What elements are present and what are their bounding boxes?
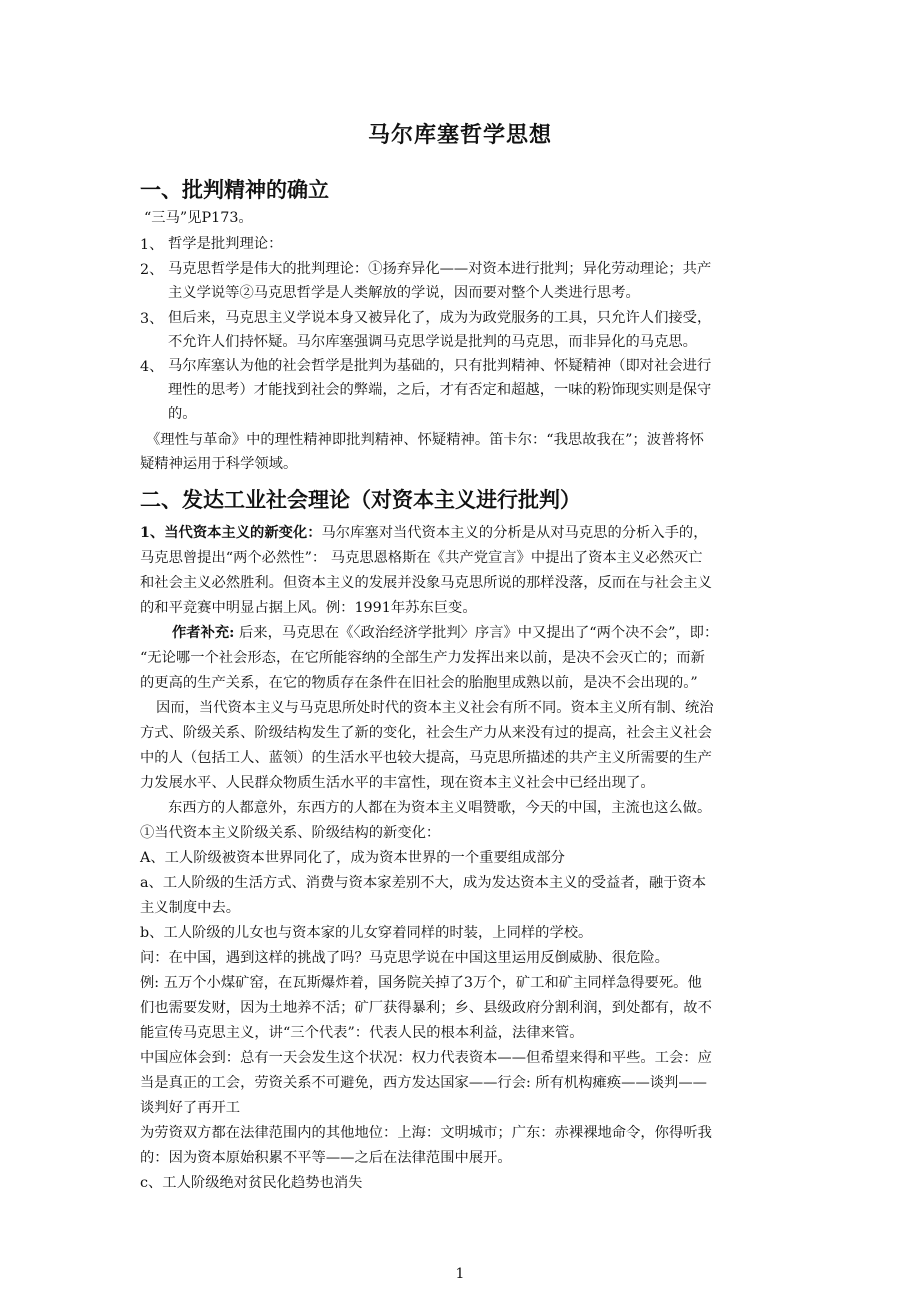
paragraph-line: 中国应体会到：总有一天会发生这个状况：权力代表资本——但希望来得和平些。工会：应: [140, 1050, 712, 1066]
list-item-text: 但后来，马克思主义学说本身又被异化了，成为为政党服务的工具，只允许人们接受，: [168, 310, 712, 326]
paragraph-line: 力发展水平、人民群众物质生活水平的丰富性，现在资本主义社会中已经出现了。: [140, 775, 655, 791]
paragraph-line: 问：在中国，遇到这样的挑战了吗？马克思学说在中国这里运用反倒威胁、很危险。: [140, 950, 669, 966]
section-heading-1: 一、批判精神的确立: [140, 178, 329, 202]
paragraph-line: 为劳资双方都在法律范围内的其他地位：上海：文明城市；广东：赤裸裸地命令，你得听我: [140, 1125, 712, 1141]
paragraph-line: 的和平竞赛中明显占据上风。例：1991年苏东巨变。: [140, 600, 477, 616]
paragraph-line: 们也需要发财，因为土地养不活；矿厂获得暴利；乡、县级政府分割利润，到处都有，故不: [140, 1000, 712, 1016]
page-number: 1: [455, 1266, 465, 1282]
list-item-text: 哲学是批判理论：: [168, 236, 283, 252]
paragraph-line: 因而，当代资本主义与马克思所处时代的资本主义社会有所不同。资本主义所有制、统治: [156, 700, 714, 716]
list-number: 4、: [140, 359, 164, 375]
bold-lead: 1、当代资本主义的新变化：: [140, 525, 322, 541]
list-item-text: 主义学说等②马克思哲学是人类解放的学说，因而要对整个人类进行思考。: [168, 285, 640, 301]
paragraph-line: 和社会主义必然胜利。但资本主义的发展并没象马克思所说的那样没落，反而在与社会主义: [140, 575, 712, 591]
paragraph-line: b、工人阶级的儿女也与资本家的儿女穿着同样的时装，上同样的学校。: [140, 925, 593, 941]
list-item-text: 不允许人们持怀疑。马尔库塞强调马克思学说是批判的马克思，而非异化的马克思。: [168, 334, 697, 350]
paragraph-line: a、工人阶级的生活方式、消费与资本家差别不大，成为发达资本主义的受益者，融于资本: [140, 875, 707, 891]
paragraph-line: 疑精神运用于科学领域。: [140, 456, 298, 472]
paragraph-line: 的：因为资本原始积累不平等——之后在法律范围中展开。: [140, 1150, 512, 1166]
list-item-text: 的。: [168, 406, 197, 422]
paragraph-line: 谈判好了再开工: [140, 1100, 241, 1116]
paragraph-line: c、工人阶级绝对贫民化趋势也消失: [140, 1175, 363, 1191]
page-title: 马尔库塞哲学思想: [367, 123, 552, 148]
paragraph-line: 中的人（包括工人、蓝领）的生活水平也较大提高，马克思所描述的共产主义所需要的生产: [140, 750, 712, 766]
paragraph-line: A、工人阶级被资本世界同化了，成为资本世界的一个重要组成部分: [140, 850, 565, 866]
paragraph-line: [172, 623, 718, 643]
paragraph-text: 马尔库塞对当代资本主义的分析是从对马克思的分析入手的，: [321, 525, 708, 541]
paragraph-line: 当是真正的工会，劳资关系不可避免，西方发达国家——行会: 所有机构瘫痪——谈判——: [140, 1075, 707, 1091]
paragraph-line: 例: 五万个小煤矿窑，在瓦斯爆炸着，国务院关掉了3万个，矿工和矿主同样急得要死。他: [140, 975, 702, 991]
section-heading-2: 二、发达工业社会理论（对资本主义进行批判）: [140, 488, 581, 512]
paragraph-text: 后来，马克思在《〈政治经济学批判〉序言》中又提出了“两个决不会”，即：: [234, 625, 719, 641]
list-item-text: 马克思哲学是伟大的批判理论：①扬弃异化——对资本进行批判；异化劳动理论；共产: [168, 261, 712, 277]
list-number: 1、: [140, 237, 164, 253]
paragraph-line: 能宣传马克思主义，讲“三个代表”：代表人民的根本利益，法律来管。: [140, 1025, 584, 1041]
paragraph-line: ①当代资本主义阶级关系、阶级结构的新变化：: [140, 825, 441, 841]
paragraph-line: 《理性与革命》中的理性精神即批判精神、怀疑精神。笛卡尔：“我思故我在”；波普将怀: [146, 432, 704, 448]
paragraph-line: 东西方的人都意外，东西方的人都在为资本主义唱赞歌，今天的中国，主流也这么做。: [168, 800, 712, 816]
paragraph-line: 主义制度中去。: [140, 900, 241, 916]
list-item-text: 马尔库塞认为他的社会哲学是批判为基础的，只有批判精神、怀疑精神（即对社会进行: [168, 358, 712, 374]
list-number: 3、: [140, 311, 164, 327]
paragraph-line: 的更高的生产关系，在它的物质存在条件在旧社会的胎胞里成熟以前，是决不会出现的。”: [140, 675, 698, 691]
list-item-text: 理性的思考）才能找到社会的弊端，之后，才有否定和超越，一味的粉饰现实则是保守: [168, 382, 712, 398]
paragraph-line: “无论哪一个社会形态，在它所能容纳的全部生产力发挥出来以前，是决不会灭亡的；而新: [140, 650, 705, 666]
list-number: 2、: [140, 262, 164, 278]
intro-line: “三马”见P173。: [144, 210, 253, 226]
paragraph-line: [140, 523, 708, 543]
paragraph-line: 方式、阶级关系、阶级结构发生了新的变化，社会生产力从来没有过的提高，社会主义社会: [140, 725, 712, 741]
bold-lead: 作者补充:: [172, 625, 235, 641]
paragraph-line: 马克思曾提出“两个必然性”： 马克思恩格斯在《共产党宣言》中提出了资本主义必然灭亡: [140, 550, 703, 566]
